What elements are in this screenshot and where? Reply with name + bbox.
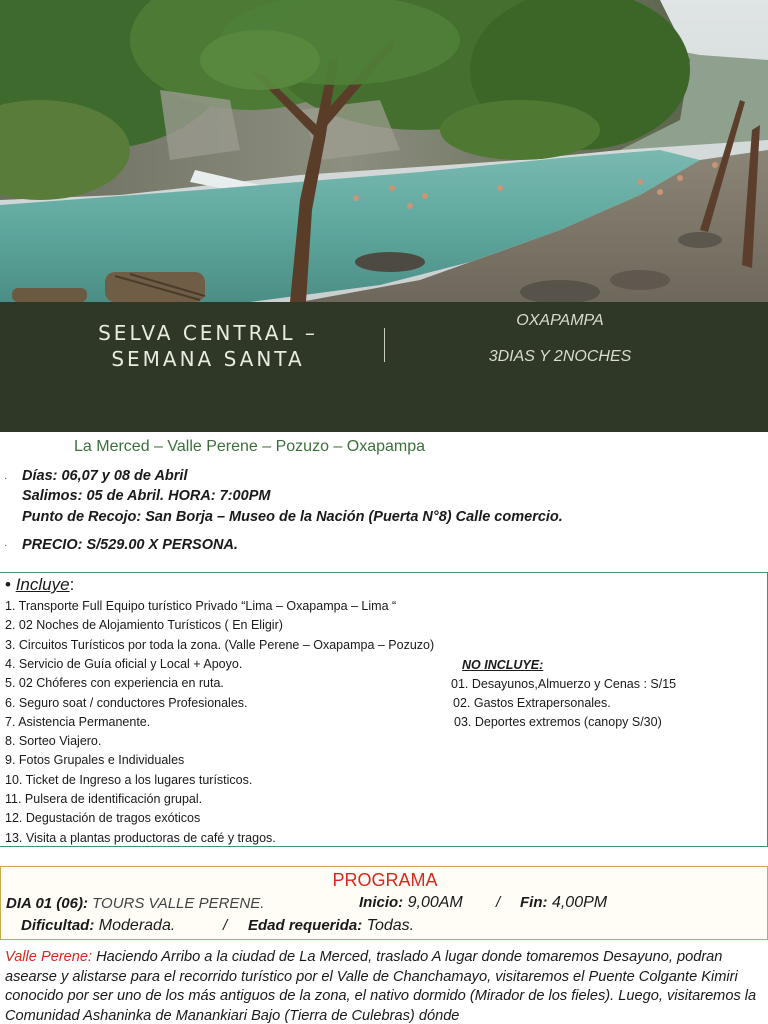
list-item: 5. 02 Chóferes con experiencia en ruta. xyxy=(5,676,224,691)
list-item: 7. Asistencia Permanente. xyxy=(5,714,151,729)
route-text: La Merced – Valle Perene – Pozuzo – Oxapampa xyxy=(74,438,426,455)
bullet-icon: · xyxy=(4,473,8,484)
list-item: 3. Circuitos Turísticos por toda la zona. (Valle Perene – Oxapampa – Pozuzo) xyxy=(5,637,435,652)
dificultad-line xyxy=(21,917,175,935)
bullet-icon: · xyxy=(4,540,8,551)
programa-box xyxy=(0,866,768,940)
trip-title-line2: SEMANA SANTA xyxy=(111,347,305,371)
list-item: 10. Ticket de Ingreso a los lugares turísticos. xyxy=(5,772,253,787)
dificultad-value: Moderada xyxy=(94,917,171,934)
title-divider xyxy=(384,328,385,362)
inicio-line xyxy=(359,894,463,912)
list-item: 6. Seguro soat / conductores Profesionales. xyxy=(5,695,248,710)
dificultad-dot: . xyxy=(170,917,176,934)
no-incluye-item: 01. Desayunos,Almuerzo y Cenas : S/15 xyxy=(451,677,677,691)
dias-line: Días: 06,07 y 08 de Abril xyxy=(22,468,188,484)
dia-line xyxy=(6,895,264,912)
incluye-label: Incluye xyxy=(15,575,70,594)
recojo-line: Punto de Recojo: San Borja – Museo de la Nación (Puerta N°8) Calle comercio. xyxy=(22,509,563,525)
hero-photo xyxy=(0,0,768,302)
incluye-bullet: • xyxy=(5,575,11,594)
description-place: Valle Perene: xyxy=(5,949,93,965)
edad-line xyxy=(248,917,414,935)
no-incluye-item: 03. Deportes extremos (canopy S/30) xyxy=(454,715,662,729)
incluye-box xyxy=(0,572,768,847)
trip-title-line1: SELVA CENTRAL – xyxy=(98,321,318,345)
no-incluye-heading: NO INCLUYE: xyxy=(462,658,544,672)
time-slash: / xyxy=(496,894,501,911)
inicio-value: 9,00AM xyxy=(403,894,463,911)
day-description xyxy=(5,948,765,1024)
description-text: Haciendo Arribo a la ciudad de La Merced, traslado A lugar donde tomaremos Desayuno, podran asearse y alistarse para el recorrido turístico por el Valle de Chanchamayo, visitaremos el Puente Colgante Kimiri conocido por ser uno de los más antiguos de la zona, el nativo dormido (Mirador de los fieles). Luego, visitaremos la Comunidad Ashaninka de Manankiari Bajo (Tierra de Culebras) dónde xyxy=(5,949,757,1024)
inicio-label: Inicio: xyxy=(359,894,404,911)
edad-value: Todas. xyxy=(362,917,415,934)
incluye-colon: : xyxy=(69,575,75,594)
list-item: 2. 02 Noches de Alojamiento Turísticos ( En Eligir) xyxy=(5,618,283,633)
no-incluye-item: 02. Gastos Extrapersonales. xyxy=(453,696,611,710)
title-band xyxy=(0,302,768,432)
river-landscape-image xyxy=(0,0,768,302)
duration-label: 3DIAS Y 2NOCHES xyxy=(488,348,632,365)
list-item: 13. Visita a plantas productoras de café y tragos. xyxy=(5,830,276,845)
fin-value: 4,00PM xyxy=(547,894,608,911)
list-item: 11. Pulsera de identificación grupal. xyxy=(5,792,203,806)
fin-line xyxy=(520,894,607,912)
list-item: 1. Transporte Full Equipo turístico Privado “Lima – Oxapampa – Lima “ xyxy=(5,599,397,613)
edad-label: Edad requerida: xyxy=(248,917,363,934)
list-item: 4. Servicio de Guía oficial y Local + Apoyo. xyxy=(5,656,243,671)
programa-title: PROGRAMA xyxy=(332,870,438,890)
incluye-heading xyxy=(5,575,74,595)
dificultad-label: Dificultad: xyxy=(21,917,95,934)
trip-title xyxy=(58,320,358,372)
dia-label: DIA 01 (06): xyxy=(6,895,88,912)
fin-label: Fin: xyxy=(520,894,548,911)
salimos-line: Salimos: 05 de Abril. HORA: 7:00PM xyxy=(22,488,271,504)
destination-label: OXAPAMPA xyxy=(516,312,604,329)
dia-value: TOURS VALLE PERENE. xyxy=(87,895,265,912)
list-item: 9. Fotos Grupales e Individuales xyxy=(5,753,185,768)
list-item: 12. Degustación de tragos exóticos xyxy=(5,811,201,826)
list-item: 8. Sorteo Viajero. xyxy=(5,734,102,749)
edad-slash: / xyxy=(223,917,228,934)
precio-line: PRECIO: S/529.00 X PERSONA. xyxy=(22,537,238,553)
